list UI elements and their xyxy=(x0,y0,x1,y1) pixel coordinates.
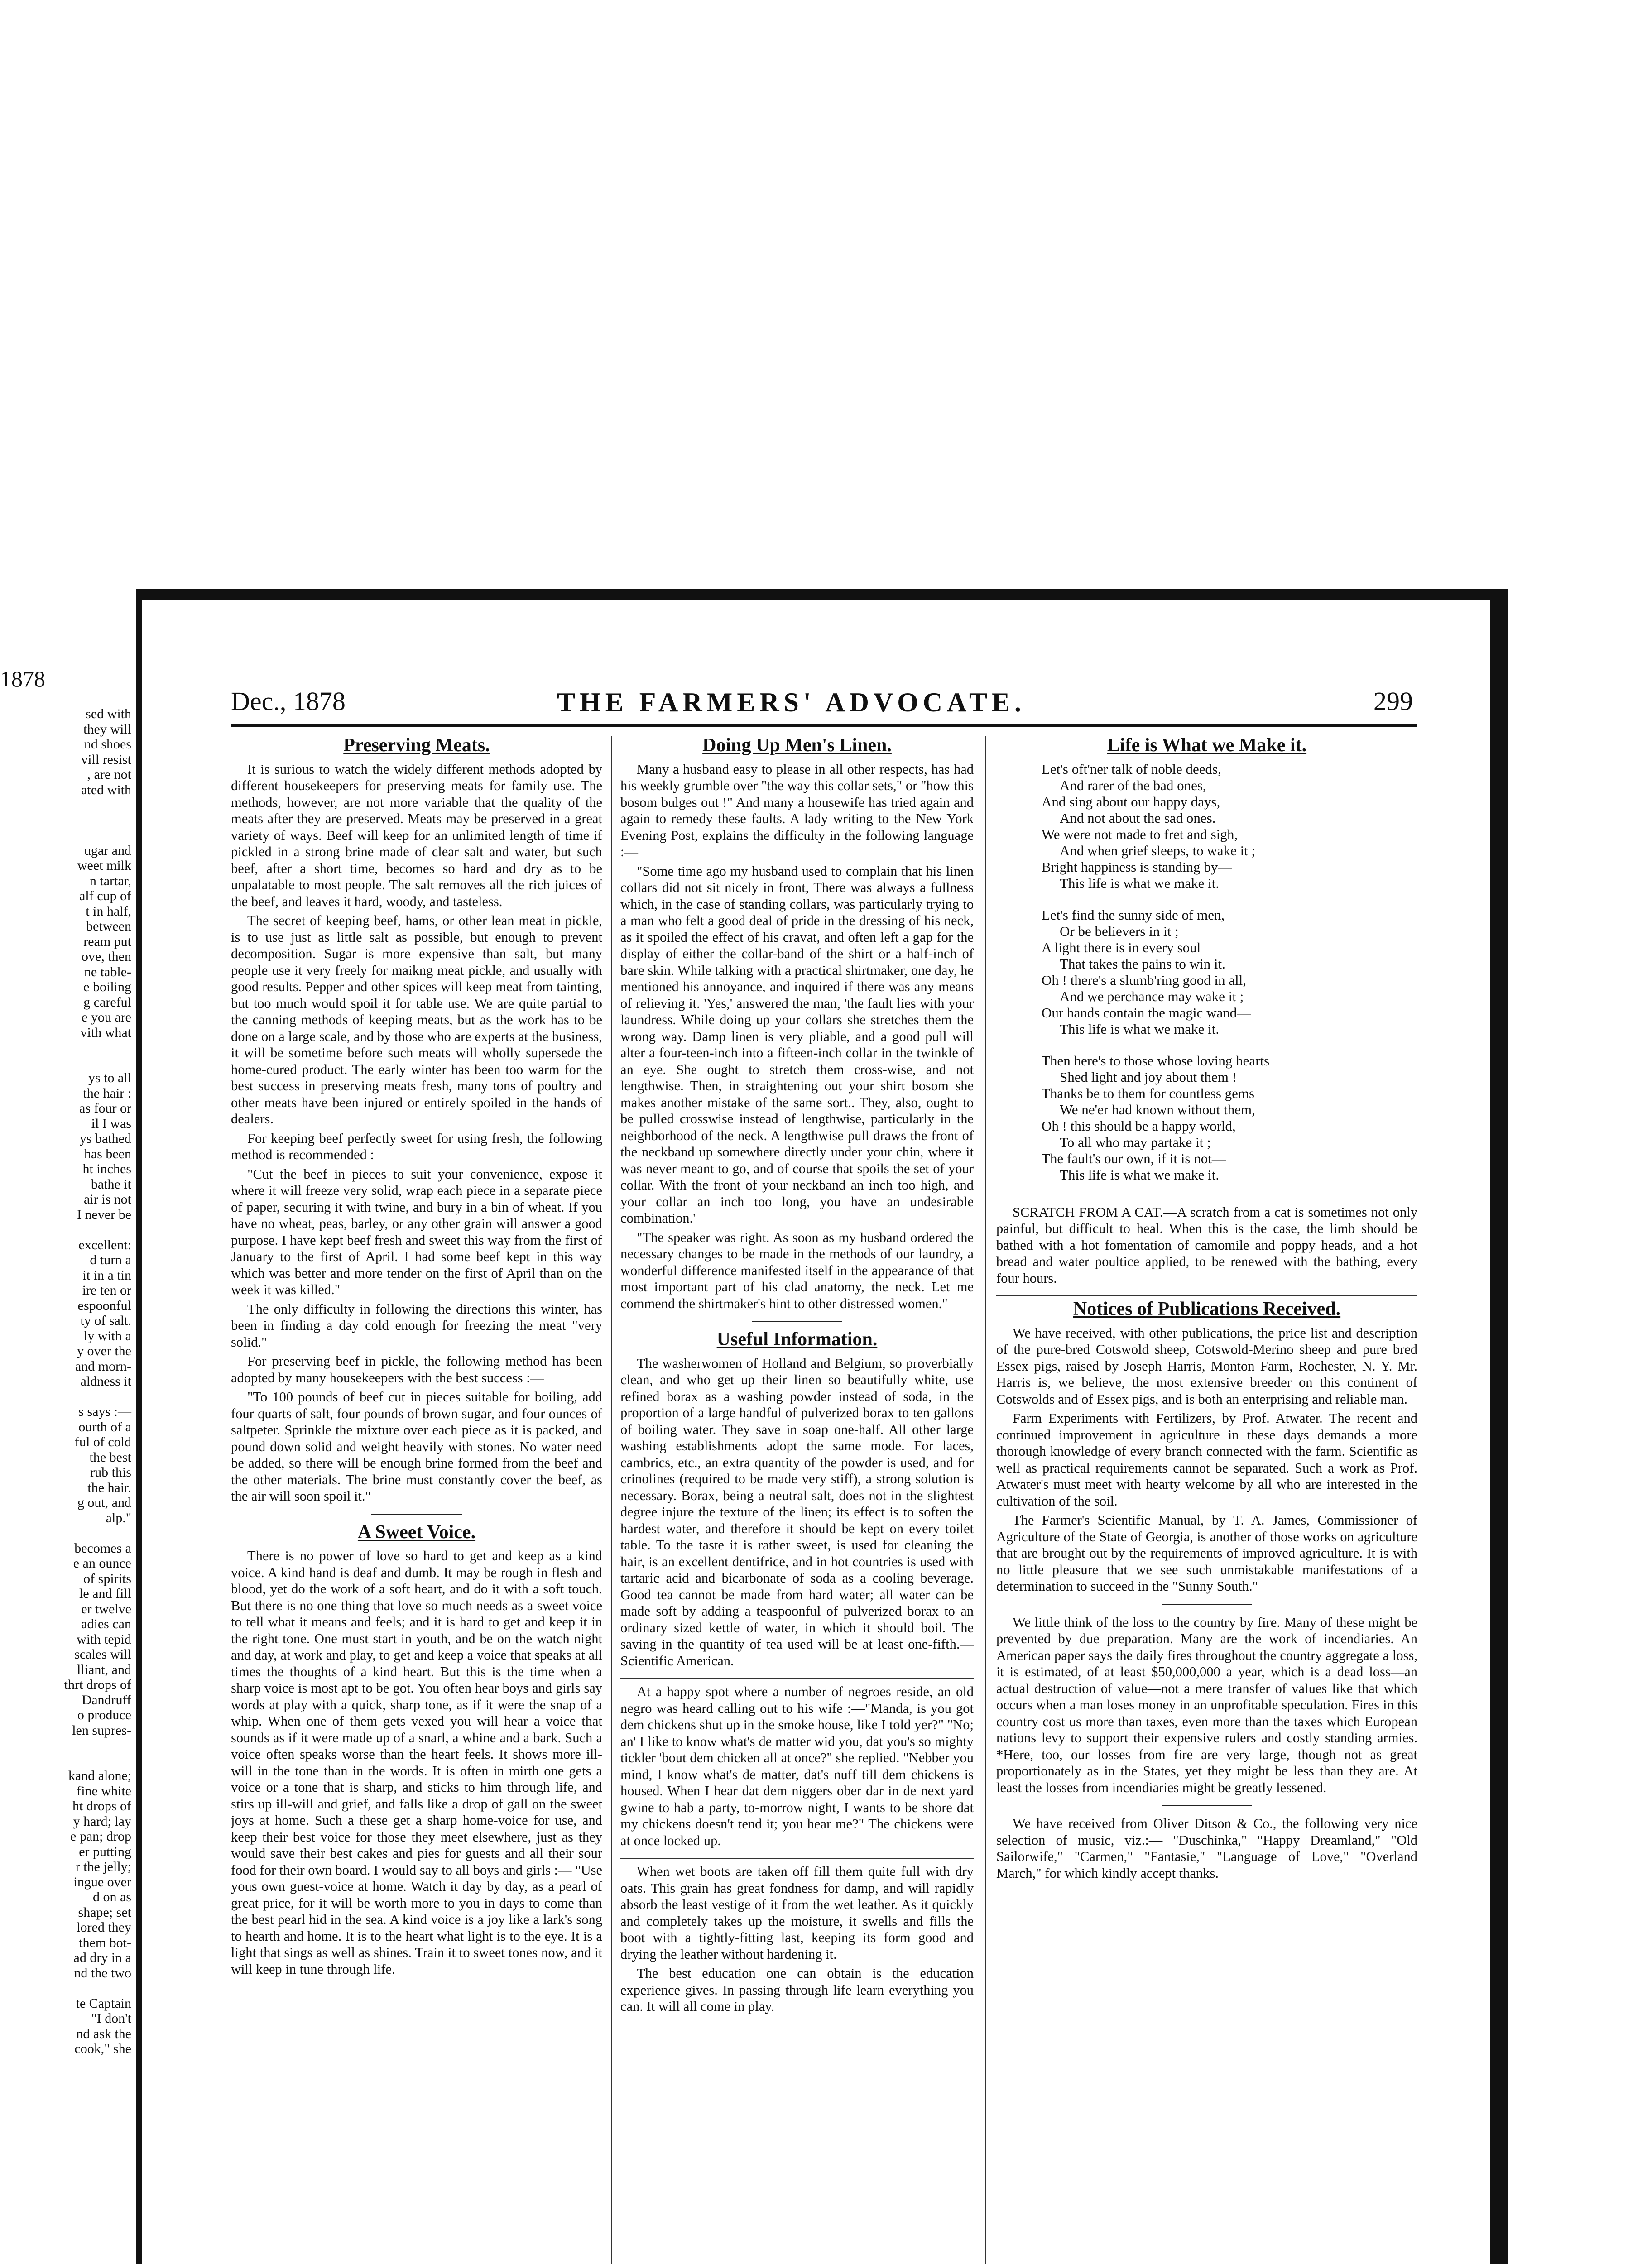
header-rule xyxy=(231,724,1417,727)
poem-stanza xyxy=(1042,1053,1417,1183)
divider xyxy=(996,1295,1417,1296)
poem-line: Or be believers in it ; xyxy=(1060,923,1179,939)
paragraph: "The speaker was right. As soon as my husband ordered the necessary changes to be made in the methods of our laundry, a wonderful difference manifested itself in the appearance of that most important part of his clad anatomy, the neck. Let me commend the shirtmaker's hint to other distressed women." xyxy=(620,1229,974,1311)
article-title: Preserving Meats. xyxy=(343,735,490,756)
paragraph: We have received, with other publications, the price list and description of the pure-bred Cotswold sheep, Cotswold-Merino sheep and pure bred Essex pigs, raised by Joseph Harris, Monton Farm, Rochester, N. Y. Mr. Harris is, we believe, the most extensive breeder on this continent of Cotswolds and of Essex pigs, and is both an enterprising and reliable man. xyxy=(996,1325,1417,1407)
poem-line: The fault's our own, if it is not— xyxy=(1042,1150,1226,1166)
left-page-year: 1878 xyxy=(0,666,45,691)
article-title: A Sweet Voice. xyxy=(357,1521,476,1543)
paragraph: "Cut the beef in pieces to suit your convenience, expose it where it will freeze very solid, wrap each piece in a separate piece of paper, securing it with twine, and bury in a bin of wheat. If you have no wheat, peas, barley, or any other grain will answer a good purpose. I have kept beef fresh and sweet this way from the first of January to the first of April. I had some beef kept in this way which was better and more tender on the first of April than on the week it was killed." xyxy=(231,1166,602,1297)
poem-line: That takes the pains to win it. xyxy=(1060,955,1225,972)
divider xyxy=(620,1678,974,1679)
page-number: 299 xyxy=(1373,686,1413,716)
paragraph: The secret of keeping beef, hams, or other lean meat in pickle, is to use just as little salt as possible, but enough to prevent decomposition. Sugar is more expensive than salt, but many people use it very freely for maikng meat pickle, and usually with good results. Pepper and other spices will keep meat from tainting, but too much would spoil it for table use. We are quite partial to the canning methods of keeping meats, but as the work has to be done on a large scale, and by those who are experts at the business, it will be sometime before such meats will wholly supersede the home-cured product. The early winter has been too warm for the best success in preserving meats fresh, many tons of poultry and other meats have been injured or entirely spoiled in the hands of dealers. xyxy=(231,913,602,1127)
poem-line: Shed light and joy about them ! xyxy=(1060,1069,1237,1085)
poem-stanza xyxy=(1042,907,1417,1037)
paragraph: For preserving beef in pickle, the following method has been adopted by many housekeepers with the best success :— xyxy=(231,1353,602,1386)
paragraph: "To 100 pounds of beef cut in pieces suitable for boiling, add four quarts of salt, four pounds of brown sugar, and four ounces of saltpeter. Sprinkle the mixture over each piece as it is packed, and pound down solid and weight heavily with stones. No water need be added, so there will be enough brine formed from the beef and the other materials. The brine must constantly cover the beef, as the air will soon spoil it." xyxy=(231,1389,602,1504)
column-separator xyxy=(611,736,612,2264)
column-separator xyxy=(985,736,986,2264)
newspaper-page xyxy=(149,634,1426,2264)
poem-line: Oh ! there's a slumb'ring good in all, xyxy=(1042,972,1246,988)
poem-line: This life is what we make it. xyxy=(1060,875,1220,891)
paragraph: We have received from Oliver Ditson & Co., the following very nice selection of music, viz.:— "Duschinka," "Happy Dreamland," "Old Sailorwife," "Carmen," "Fantasie," "Language of Love," "Overland March," for which kindly accept thanks. xyxy=(996,1816,1417,1881)
poem-line: Then here's to those whose loving hearts xyxy=(1042,1052,1270,1069)
article-title: Doing Up Men's Linen. xyxy=(702,735,892,756)
article-title: Notices of Publications Received. xyxy=(1073,1299,1341,1319)
poem-line: Our hands contain the magic wand— xyxy=(1042,1004,1251,1021)
paragraph: When wet boots are taken off fill them quite full with dry oats. This grain has great fondness for damp, and will rapidly absorb the least vestige of it from the wet leather. As it quickly and completely takes up the moisture, it swells and fills the boot with a tightly-fitting last, keeping its form good and drying the leather without hardening it. xyxy=(620,1864,974,1962)
page-header xyxy=(231,686,1426,718)
poem-line: Bright happiness is standing by— xyxy=(1042,859,1232,875)
poem-line: Thanks be to them for countless gems xyxy=(1042,1085,1255,1101)
issue-date: Dec., 1878 xyxy=(231,686,346,716)
poem-line: A light there is in every soul xyxy=(1042,939,1201,955)
paragraph: It is surious to watch the widely different methods adopted by different housekeepers for preserving meats for family use. The methods, however, are not more variable that the quality of the meats after they are preserved. Meats may be preserved in a great variety of ways. Beef will keep for an unlimited length of time if pickled in a strong brine made of clear salt and water, but such beef, after a short time, becomes so hard and dry as to be unpalatable to most people. The salt removes all the rich juices of the beef, and leaves it hard, woody, and tasteless. xyxy=(231,761,602,909)
poem-line: And when grief sleeps, to wake it ; xyxy=(1060,842,1256,859)
poem-title: Life is What we Make it. xyxy=(1107,735,1307,756)
poem-line: We were not made to fret and sigh, xyxy=(1042,826,1238,842)
poem-line: We ne'er had known without them, xyxy=(1060,1101,1255,1118)
divider xyxy=(1162,1604,1252,1605)
poem-line: Let's oft'ner talk of noble deeds, xyxy=(1042,761,1221,777)
poem-line: Let's find the sunny side of men, xyxy=(1042,907,1225,923)
paragraph: There is no power of love so hard to get and keep as a kind voice. A kind hand is deaf and dumb. It may be rough in flesh and blood, yet do the work of a soft heart, and do it with a soft touch. But there is no one thing that love so much needs as a sweet voice to tell what it means and feels; and it is hard to get and keep it in the right tone. One must start in youth, and be on the watch night and day, at work and play, to get and keep a voice that speaks at all times the thoughts of a kind heart. But this is the time when a sharp voice is most apt to be got. You often hear boys and girls say words at play with a quick, sharp tone, as if it were the snap of a whip. When one of them gets vexed you will hear a voice that sounds as if it were made up of a snarl, a whine and a bark. Such a voice often speaks worse than the heart feels. It shows more ill-will in the tone than in the words. It is often in mirth one gets a voice or a tone that is sharp, and sticks to him through life, and stirs up ill-will and grief, and falls like a drop of gall on the sweet joys at home. Such a these get a sharp home-voice for use, and keep their best voice for those they meet elsewhere, just as they would save their best cakes and pies for guests and all their sour food for their own board. I would say to all boys and girls :— "Use yous own guest-voice at home. Watch it day by day, as a pearl of great price, for it will be worth more to you in days to come than the best pearl hid in the sea. A kind voice is a joy like a lark's song to hearth and home. It is to the heart what light is to the eye. It is a light that sings as well as shines. Train it to sweet tones now, and it will keep in tune through life. xyxy=(231,1548,602,1977)
column-1 xyxy=(231,734,602,1980)
masthead: THE FARMERS' ADVOCATE. xyxy=(557,687,1026,717)
divider xyxy=(752,1321,842,1322)
paragraph: The Farmer's Scientific Manual, by T. A. James, Commissioner of Agriculture of the State of Georgia, is another of those works on agriculture that are brought out by the requirements of improved agriculture. It is with no little pleasure that we see such unmistakable manifestations of a determination to succeed in the "Sunny South." xyxy=(996,1512,1417,1594)
poem-line: And rarer of the bad ones, xyxy=(1060,777,1206,793)
paragraph: Many a husband easy to please in all other respects, has had his weekly grumble over "the way this collar sets," or "how this bosom bulges out !" And many a housewife has tried again and again to remedy these faults. A lady writing to the New York Evening Post, explains the difficulty in the following language :— xyxy=(620,761,974,859)
paragraph: The washerwomen of Holland and Belgium, so proverbially clean, and who get up their linen so beautifully white, use refined borax as a washing powder instead of soda, in the proportion of a large handful of pulverized borax to ten gallons of boiling water. They save in soap one-half. All other large washing establishments adopt the same mode. For laces, cambrics, etc., an extra quantity of the powder is used, and for crinolines (required to be made very stiff), a strong solution is necessary. Borax, being a neutral salt, does not in the slightest degree injure the texture of the linen; its effect is to soften the hardest water, and therefore it should be kept on every toilet table. To the taste it is rather sweet, is used for cleaning the hair, is an excellent dentifrice, and in hot countries is used with tartaric acid and bicarbonate of soda as a cooling beverage. Good tea cannot be made from hard water; all water can be made soft by adding a teaspoonful of pulverized borax to an ordinary sized kettle of water, in which it should boil. The saving in the quantity of tea used will be at least one-fifth.—Scientific American. xyxy=(620,1355,974,1669)
poem-line: To all who may partake it ; xyxy=(1060,1134,1211,1150)
poem-stanza xyxy=(1042,761,1417,892)
column-2 xyxy=(620,734,974,2018)
paragraph: "Some time ago my husband used to complain that his linen collars did not sit nicely in front, There was always a fullness which, in the case of standing collars, was particularly trying to a man who felt a good deal of pride in the dressing of his neck, as it spoiled the effect of his cravat, and often left a gap for the display of either the collar-band of the shirt or a half-inch of bare skin. While talking with a practical shirtmaker, one day, he mentioned his annoyance, and inquired if there was any means of relieving it. 'Yes,' answered the man, 'the fault lies with your laundress. While doing up your collars she stretches them the wrong way. Damp linen is very pliable, and a good pull will alter a four-teen-inch into a fifteen-inch collar in the twinkle of an eye. She ought to stretch them cross-wise, and not lengthwise. Then, in straightening out your shirt bosom she makes another mistake of the same sort.. They, also, ought to be pulled crosswise instead of lengthwise, particularly in the neighborhood of the neck. A lengthwise pull draws the front of the neckband up somewhere directly under your chin, where it was never meant to go, and of course that spoils the set of your collar. With the front of your neckband an inch too high, and your collar an inch too long, you have an undesirable combination.' xyxy=(620,863,974,1226)
article-title: Useful Information. xyxy=(716,1329,878,1350)
paragraph: For keeping beef perfectly sweet for using fresh, the following method is recommended :— xyxy=(231,1130,602,1162)
divider xyxy=(620,1858,974,1859)
poem-line: And not about the sad ones. xyxy=(1060,810,1216,826)
poem-line: And we perchance may wake it ; xyxy=(1060,988,1244,1004)
paragraph: Farm Experiments with Fertilizers, by Prof. Atwater. The recent and continued improvement in agriculture in these days demands a more thorough knowledge of every branch connected with the farm. Scientific as well as practical requirements cannot be separated. Such a work as Prof. Atwater's must meet with hearty welcome by all who are interested in the cultivation of the soil. xyxy=(996,1410,1417,1509)
paragraph: We little think of the loss to the country by fire. Many of these might be prevented by due preparation. Many are the work of incendiaries. An American paper says the daily fires throughout the country aggregate a loss, it is estimated, of at least $50,000,000 a year, which is a dead loss—an actual destruction of value—not a mere transfer of values like that which occurs when a man loses money in an unprofitable speculation. Fires in this country cost us more than taxes, even more than the taxes which European nations levy to support their expensive rulers and costly standing armies. *Here, too, our losses from fire are very large, though not as great proportionately as in the States, yet they might be less than they are. At least the losses from incendiaries might be greatly lessened. xyxy=(996,1614,1417,1795)
poem xyxy=(1042,761,1417,1183)
left-page-fragment xyxy=(0,589,139,2264)
poem-line: And sing about our happy days, xyxy=(1042,793,1220,810)
paragraph: At a happy spot where a number of negroes reside, an old negro was heard calling out to his wife :—"Manda, is you got dem chickens shut up in the smoke house, like I told yer?" "No; an' I like to know what's de matter wid you, dat you's so mighty tickler 'bout dem chicken all at once?" she replied. "Nebber you mind, I know what's de matter, dat's nuff till dem chickens is housed. When I hear dat dem niggers ober dar in de next yard gwine to hab a party, to-morrow night, I wants to be shore dat my chickens doesn't tend it; you hear me?" The chickens were at once locked up. xyxy=(620,1684,974,1848)
poem-line: Oh ! this should be a happy world, xyxy=(1042,1118,1236,1134)
divider xyxy=(371,1514,462,1515)
paragraph: The only difficulty in following the directions this winter, has been in finding a day cold enough for freezing the meat "very solid." xyxy=(231,1301,602,1350)
left-page-text: sed with they will nd shoes vill resist , are not ated with ugar and weet milk n tartar, alf cup of t in half, between ream put ove, then ne table- e boiling g careful e you are vith what ys to all the hair : as four or il I was ys bathed has been ht inches bathe it air is not I never be excellent: d turn a it in a tin ire ten or espoonful ty of salt. ly with a y over the and morn- aldness it s says :— ourth of a ful of cold the best rub this the hair. g out, and alp." becomes a e an ounce of spirits le and fill er twelve adies can with tepid scales will lliant, and thrt drops of Dandruff o produce len supres- kand alone; fine white ht drops of y hard; lay e pan; drop er putting r the jelly; ingue over d on as shape; set lored they them bot- ad dry in a nd the two te Captain "I don't nd ask the cook," she xyxy=(64,706,131,2056)
poem-line: This life is what we make it. xyxy=(1060,1021,1220,1037)
paragraph: SCRATCH FROM A CAT.—A scratch from a cat is sometimes not only painful, but difficult to heal. When this is the case, the limb should be bathed with a hot fomentation of camomile and poppy heads, and a hot bread and water poultice applied, to be renewed with the bathing, every four hours. xyxy=(996,1204,1417,1286)
divider xyxy=(1162,1805,1252,1806)
column-3 xyxy=(996,734,1417,1884)
paragraph: The best education one can obtain is the education experience gives. In passing through life learn everything you can. It will all come in play. xyxy=(620,1966,974,2014)
poem-line: This life is what we make it. xyxy=(1060,1166,1220,1183)
